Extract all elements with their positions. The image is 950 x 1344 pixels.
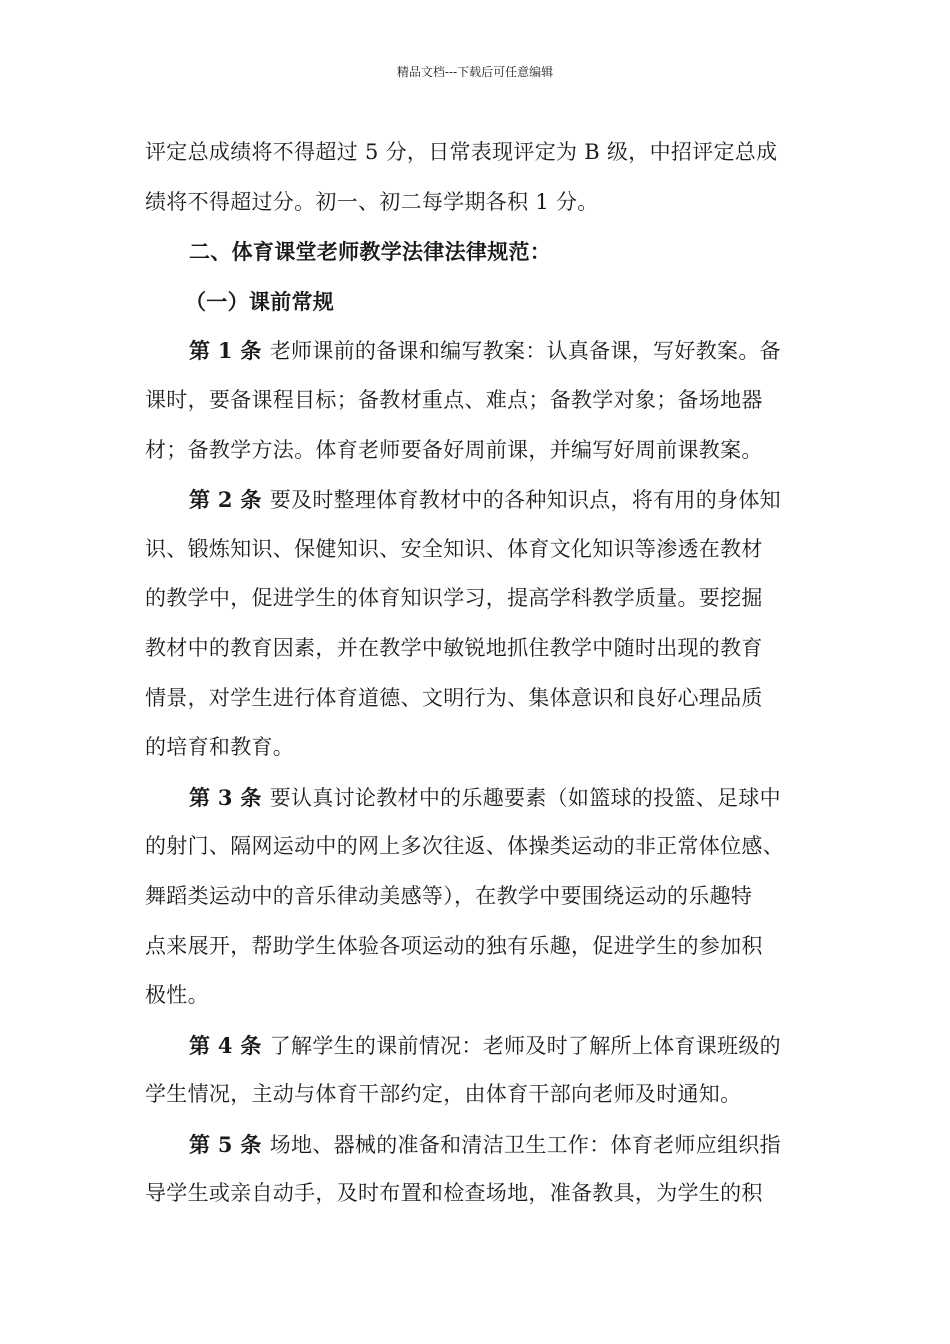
paragraph-line: 情景，对学生进行体育道德、文明行为、集体意识和良好心理品质 bbox=[145, 685, 763, 710]
article-4-line bbox=[145, 1021, 809, 1071]
paragraph-line: 材；备教学方法。体育老师要备好周前课，并编写好周前课教案。 bbox=[145, 437, 763, 462]
article-4-label: 第 4 条 bbox=[189, 1032, 262, 1058]
article-1-text: 老师课前的备课和编写教案：认真备课，写好教案。备 bbox=[269, 339, 781, 364]
subsection-heading: （一）课前常规 bbox=[185, 288, 335, 314]
paragraph-line: 绩将不得超过分。初一、初二每学期各积 1 分。 bbox=[145, 189, 599, 214]
article-3-line bbox=[145, 773, 809, 823]
paragraph-line: 舞蹈类运动中的音乐律动美感等），在教学中要围绕运动的乐趣特 bbox=[145, 883, 753, 908]
article-2-label: 第 2 条 bbox=[189, 487, 262, 513]
paragraph-line: 导学生或亲自动手，及时布置和检查场地，准备教具，为学生的积 bbox=[145, 1181, 763, 1206]
article-1-line bbox=[145, 326, 809, 376]
page-header: 精品文档---下载后可任意编辑 bbox=[396, 65, 554, 79]
article-5-line bbox=[145, 1120, 809, 1170]
article-5-text: 场地、器械的准备和清洁卫生工作：体育老师应组织指 bbox=[269, 1132, 781, 1157]
paragraph-line: 点来展开，帮助学生体验各项运动的独有乐趣，促进学生的参加积 bbox=[145, 933, 763, 958]
article-5-label: 第 5 条 bbox=[189, 1131, 262, 1157]
article-4-text: 了解学生的课前情况：老师及时了解所上体育课班级的 bbox=[269, 1033, 781, 1058]
paragraph-line: 极性。 bbox=[145, 983, 209, 1008]
article-3-text: 要认真讨论教材中的乐趣要素（如篮球的投篮、足球中 bbox=[269, 785, 781, 810]
paragraph-line: 识、锻炼知识、保健知识、安全知识、体育文化知识等渗透在教材 bbox=[145, 536, 763, 561]
paragraph-line: 评定总成绩将不得超过 5 分，日常表现评定为 B 级，中招评定总成 bbox=[145, 140, 778, 164]
paragraph-line: 的教学中，促进学生的体育知识学习，提高学科教学质量。要挖掘 bbox=[145, 586, 763, 611]
document-body bbox=[145, 128, 809, 1219]
article-2-line bbox=[145, 475, 809, 525]
paragraph-line: 的培育和教育。 bbox=[145, 735, 295, 760]
article-1-label: 第 1 条 bbox=[189, 338, 262, 364]
article-2-text: 要及时整理体育教材中的各种知识点，将有用的身体知 bbox=[269, 488, 781, 513]
paragraph-line: 学生情况，主动与体育干部约定，由体育干部向老师及时通知。 bbox=[145, 1082, 742, 1107]
paragraph-line: 的射门、隔网运动中的网上多次往返、体操类运动的非正常体位感、 bbox=[145, 834, 784, 859]
paragraph-line: 教材中的教育因素，并在教学中敏锐地抓住教学中随时出现的教育 bbox=[145, 635, 763, 660]
section-heading: 二、体育课堂老师教学法律法律规范： bbox=[189, 239, 552, 265]
paragraph-line: 课时，要备课程目标；备教材重点、难点；备教学对象；备场地器 bbox=[145, 387, 763, 412]
article-3-label: 第 3 条 bbox=[189, 784, 262, 810]
